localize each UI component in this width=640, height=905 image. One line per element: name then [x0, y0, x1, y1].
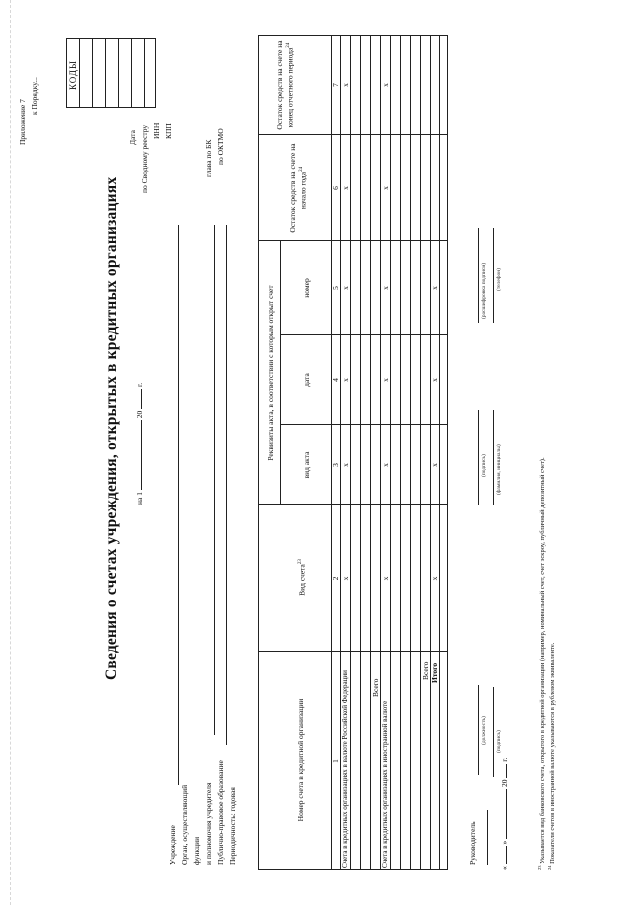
col-account-type-label: Вид счета [297, 564, 307, 596]
appendix-line-2: к Порядку... [30, 77, 39, 115]
date-year-field[interactable] [141, 389, 142, 409]
col-num-2: 2 [331, 576, 340, 581]
col-num-5: 5 [331, 286, 340, 290]
footnote-23-text: Указывается вид банковского счета, открытого в кредитной организации (например, номинальный счет, счет эскроу, публичный депозитный счет). [539, 457, 547, 864]
form-title: Сведения о счетах учреждения, открытых в кредитных организациях [103, 176, 120, 680]
col-act-number-header: номер [302, 278, 311, 298]
signature-year-field[interactable] [506, 764, 507, 778]
field-public-entity: Публично-правовое образование [216, 760, 225, 865]
signature-day-field[interactable] [506, 846, 507, 864]
total-x-2: x [430, 576, 439, 581]
caption-position: (должность) [481, 716, 487, 745]
code-label-oktmo: по ОКТМО [216, 128, 225, 165]
rub-x-6: x [341, 186, 350, 190]
signature-head-label: Руководитель [468, 821, 477, 865]
col-num-3: 3 [331, 463, 340, 467]
date-line [135, 383, 144, 505]
code-label-registry: по Сводному реестру [140, 124, 149, 193]
rub-x-3: x [341, 463, 350, 467]
fx-x-7: x [381, 83, 390, 87]
col-balance-end-header [275, 37, 295, 133]
code-label-kpp: КПП [164, 123, 173, 139]
col-balance-start-label: Остаток средств на счете на начало года [288, 143, 308, 233]
signature-decode-line[interactable] [478, 228, 479, 323]
col-balance-end-label: Остаток средств на счете на конец отчетного периода [275, 40, 295, 130]
signature-phone-line[interactable] [493, 228, 494, 323]
field-institution: Учреждение [168, 825, 177, 865]
col-act-type-header: вид акта [302, 451, 311, 479]
field-periodicity: Периодичность: годовая [228, 787, 237, 865]
signature-sign-line[interactable] [478, 410, 479, 505]
rub-x-5: x [341, 286, 350, 290]
date-day-month-field[interactable] [141, 420, 142, 490]
total-x-4: x [430, 378, 439, 382]
footnote-23 [537, 457, 546, 870]
signature-head-line[interactable] [493, 687, 494, 777]
footnote-24-number: 24 [547, 865, 552, 870]
col-num-6: 6 [331, 186, 340, 190]
caption-phone: (телефон) [496, 267, 502, 291]
footnote-ref-24b: 24 [286, 42, 291, 48]
rub-x-4: x [341, 378, 350, 382]
signature-year-prefix: 20 [500, 779, 509, 787]
footnote-24-text: Показатели счетов в иностранной валюте указываются в рублевом эквиваленте. [549, 642, 557, 864]
fx-x-2: x [381, 576, 390, 581]
col-num-1: 1 [331, 759, 340, 763]
fx-x-4: x [381, 378, 390, 382]
section-rub-accounts: Счета в кредитных организациях в валюте Российской Федерации [341, 670, 349, 868]
field-institution-line[interactable] [178, 225, 179, 785]
col-account-number-header: Номер счета в кредитной организации [296, 698, 305, 822]
col-act-requisites-header: Реквизиты акта, в соответствии с которым открыт счет [266, 285, 275, 461]
total-x-5: x [430, 286, 439, 290]
caption-signature: (подпись) [496, 730, 502, 753]
fx-x-3: x [381, 463, 390, 467]
field-founder-line[interactable] [214, 225, 215, 735]
rub-total-label: Всего [371, 678, 380, 697]
footnote-ref-24a: 24 [299, 166, 304, 172]
fx-total-label: Всего [421, 661, 430, 680]
caption-signature-2: (подпись) [481, 454, 487, 477]
col-num-4: 4 [331, 378, 340, 382]
code-label-inn: ИНН [152, 122, 161, 139]
fx-x-6: x [381, 186, 390, 190]
signature-position-line[interactable] [487, 810, 488, 865]
rub-x-2: x [341, 576, 350, 581]
field-body-2: функции [192, 836, 201, 865]
section-fx-accounts: Счета в кредитных организациях в иностранной валюте [381, 700, 389, 868]
appendix-line-1: Приложение 7 [18, 99, 27, 145]
code-label-budget-chapter: глава по БК [204, 139, 213, 177]
code-label-date: Дата [128, 130, 137, 145]
total-x-3: x [430, 463, 439, 467]
col-balance-start-header [288, 139, 308, 237]
field-public-entity-line[interactable] [226, 225, 227, 745]
signature-date [500, 758, 509, 870]
signature-year-suffix: г. [500, 757, 509, 762]
footnote-ref-23: 23 [298, 559, 303, 565]
signature-month-field[interactable] [506, 789, 507, 839]
field-body-3: и полномочия учредителя [204, 782, 213, 865]
col-num-7: 7 [331, 83, 340, 87]
date-year-prefix: 20 [135, 410, 144, 419]
rub-x-7: x [341, 83, 350, 87]
caption-decode: (расшифровка подписи) [481, 262, 487, 319]
signature-name-line[interactable] [493, 410, 494, 505]
date-year-suffix: г. [135, 382, 144, 388]
field-body-1: Орган, осуществляющий [180, 784, 189, 865]
col-act-date-header: дата [302, 373, 311, 387]
caption-full-name: (фамилия, инициалы) [496, 444, 502, 495]
date-quote-close: » [500, 840, 509, 845]
col-account-type-header [296, 505, 307, 650]
footnote-23-number: 23 [537, 865, 542, 870]
signature-head-position-line[interactable] [478, 685, 479, 775]
date-quote-open: « [500, 866, 509, 870]
fx-x-5: x [381, 286, 390, 290]
grand-total-label: Итого [430, 662, 439, 683]
codes-header: КОДЫ [68, 60, 78, 90]
footnote-24 [547, 643, 556, 870]
date-prefix: на 1 [135, 492, 144, 505]
